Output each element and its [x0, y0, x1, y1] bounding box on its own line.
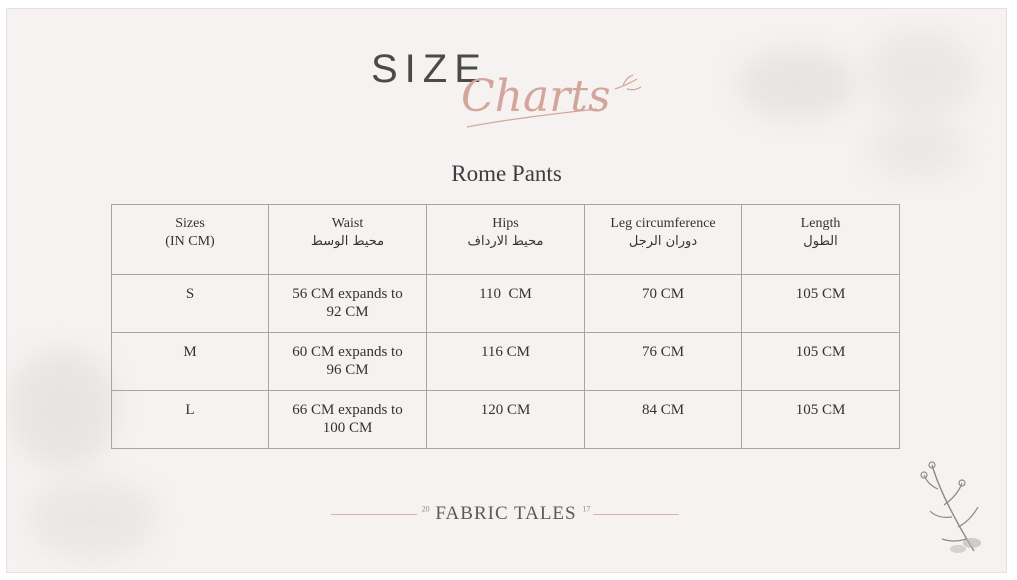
cell-waist: 66 CM expands to 100 CM [269, 391, 427, 449]
cell-waist: 60 CM expands to 96 CM [269, 333, 427, 391]
floral-background-decoration [737, 49, 857, 119]
table-row [112, 333, 900, 391]
table-header-row [112, 205, 900, 275]
cell-length: 105 CM [742, 391, 900, 449]
header-hips: Hips محيط الارداف [427, 205, 585, 275]
floral-background-decoration [7, 349, 117, 469]
cell-hips: 110 CM [427, 275, 585, 333]
size-chart-slide [6, 8, 1007, 573]
floral-background-decoration [867, 29, 977, 119]
floral-sprig-icon [912, 459, 992, 559]
cell-size: S [112, 275, 269, 333]
script-flourish-icon [447, 49, 667, 141]
header-length: Length الطول [742, 205, 900, 275]
header-sizes: Sizes (IN CM) [112, 205, 269, 275]
cell-hips: 120 CM [427, 391, 585, 449]
product-title: Rome Pants [451, 161, 562, 186]
brand-year-right: 17 [582, 504, 591, 514]
cell-leg: 84 CM [585, 391, 742, 449]
cell-hips: 116 CM [427, 333, 585, 391]
size-table [111, 204, 900, 449]
brand-year-left: 20 [421, 504, 430, 514]
brand-name: FABRIC TALES [435, 503, 577, 524]
cell-length: 105 CM [742, 275, 900, 333]
cell-waist: 56 CM expands to 92 CM [269, 275, 427, 333]
divider-line [331, 514, 417, 515]
brand-footer [7, 503, 1006, 527]
cell-leg: 76 CM [585, 333, 742, 391]
cell-size: L [112, 391, 269, 449]
cell-leg: 70 CM [585, 275, 742, 333]
table-row [112, 275, 900, 333]
cell-size: M [112, 333, 269, 391]
divider-line [593, 514, 679, 515]
header-leg-circumference: Leg circumference دوران الرجل [585, 205, 742, 275]
brand-logo [421, 503, 591, 525]
size-charts-logo [367, 43, 667, 143]
size-word: SIZE [371, 47, 488, 91]
cell-length: 105 CM [742, 333, 900, 391]
table-row [112, 391, 900, 449]
charts-script-word: Charts [461, 71, 611, 122]
header-waist: Waist محيط الوسط [269, 205, 427, 275]
